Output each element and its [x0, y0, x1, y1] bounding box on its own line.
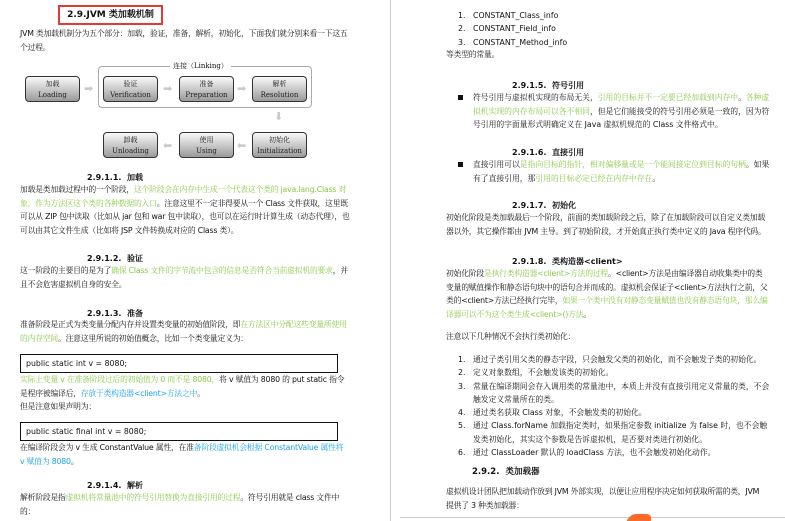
text-segment: 将 v 赋值为 8080 的 put static 指令是程序被编译后， [20, 375, 345, 398]
list-item-text: CONSTANT_Field_info [473, 24, 556, 34]
paragraph-preparation-note [20, 373, 350, 400]
text-segment: 。 [583, 309, 591, 319]
heading-text: 验证 [127, 254, 143, 263]
paragraph-verification [20, 264, 350, 291]
heading-text: 初始化 [552, 201, 576, 210]
text-segment: 。如果有了直接引用，那 [473, 160, 770, 183]
arrow-right-icon: ➡ [84, 82, 94, 95]
list-item: 4. 通过类名获取 Class 对象，不会触发类的初始化。 [458, 408, 647, 418]
text-segment: 。 [738, 93, 746, 102]
list-item-text: 通过子类引用父类的静态字段，只会触发父类的初始化，而不会触发子类的初始化。 [473, 355, 762, 364]
text-segment: 。 [70, 456, 79, 466]
stage-en: Initialization [257, 147, 302, 155]
list-item: 3. 常量在编译期间会存入调用类的常量池中，本质上并没有直接引用定义常量的类，不会触发定义常量所在的类。 [458, 381, 770, 404]
list-item: 3. CONSTANT_Method_info [458, 37, 568, 47]
orange-decoration [627, 514, 654, 521]
list-item: 1. 通过子类引用父类的静态字段，只会触发父类的初始化，而不会触发子类的初始化。 [458, 355, 762, 364]
list-item-text: 通过 Class.forName 加载指定类时，如果指定参数 initialize 为 false 时，也不会触发类初始化，其实这个参数是告诉虚拟机，是否要对类进行初始化。 [473, 421, 768, 444]
stage-en: Unloading [112, 147, 149, 155]
heading-number: 2.9.1.7. [512, 201, 547, 210]
text-segment: 初始化阶段是类加载最后一个阶段，前面的类加载阶段之后，除了在加载阶段可以自定义类加载器以外，其它操作都由 JVM 主导。到了初始阶段，才开始真正执行类中定义的 Java 程序代码。 [446, 213, 766, 236]
stage-cn: 解析 [272, 80, 287, 88]
highlighted-text: 实际上变量 v 在准备阶段过后的初始值为 0 而不是 8080， [20, 375, 220, 384]
list-item: 6. 通过 ClassLoader 默认的 loadClass 方法，也不会触发初始化动作。 [458, 448, 716, 458]
stage-en: Preparation [185, 91, 228, 99]
heading-initialization [512, 200, 576, 211]
list-item: 2. CONSTANT_Field_info [458, 24, 556, 34]
text-segment: 。<client>方法是由编译器自动收集类中的类变量的赋值操作和静态语句块中的语句合并而成的。虚拟机会保证子<client>方法执行之前，父类的<client>方法已经执行完毕， [446, 269, 768, 305]
stage-cn: 准备 [199, 80, 214, 88]
paragraph-declare-note: 但是注意如果声明为： [20, 402, 96, 411]
code-block: public static final int v = 8080; [20, 422, 338, 441]
text-segment: 加载是类加载过程中的一个阶段， [20, 185, 134, 194]
stage-preparation [179, 76, 234, 102]
heading-text: 解析 [127, 481, 143, 490]
stage-en: Verification [110, 91, 151, 99]
page-divider [390, 0, 391, 521]
stage-cn: 验证 [123, 80, 138, 88]
heading-class-constructor [512, 256, 623, 267]
heading-number: 2.9.1.6. [512, 148, 547, 157]
heading-class-loader [472, 465, 539, 477]
text-segment: 准备阶段是正式为类变量分配内存并设置类变量的初始值阶段，即 [20, 320, 241, 329]
heading-text: 符号引用 [552, 81, 584, 90]
bullet-symbolic-ref [458, 91, 770, 132]
highlighted-text: 是指向目标的指针，相对偏移量或是一个能间接定位到目标的句柄 [519, 160, 746, 169]
stage-cn: 卸载 [123, 136, 138, 144]
list-item-text: 常量在编译期间会存入调用类的常量池中，本质上并没有直接引用定义常量的类，不会触发定义常量所在的类。 [473, 381, 770, 404]
bullet-text [473, 160, 769, 183]
heading-text: 准备 [127, 309, 143, 318]
paragraph-initialization [446, 211, 768, 238]
heading-number: 2.9.1.2. [87, 254, 122, 263]
constant-list [458, 9, 567, 49]
arrow-right-icon: ➡ [237, 82, 247, 95]
paragraph-class-constructor [446, 267, 768, 321]
paragraph-class-loader: 虚拟机设计团队把加载动作放到 JVM 外部实现，以便让应用程序决定如何获取所需的类，JVM 提供了 3 种类加载器： [446, 487, 760, 510]
stage-en: Loading [38, 91, 67, 99]
paragraph-preparation [20, 318, 350, 345]
heading-number: 2.9.1.4. [87, 481, 122, 490]
text-segment: 解析阶段是指 [20, 493, 66, 502]
highlighted-text: 引用的目标并不一定要已经加载到内存中 [597, 93, 739, 102]
stage-verification [103, 76, 158, 102]
heading-verification [87, 253, 143, 264]
stage-en: Using [196, 147, 217, 155]
text-segment: 初始化阶段 [446, 269, 484, 278]
text-segment: 。符号引用就是 class 文件中的： [20, 493, 340, 516]
text-segment: 。 [197, 388, 205, 398]
highlighted-text: 这个阶段会在内存中生成一个代表这个类的 java.lang.Class 对象，作为方法区这个类的各种数据的入口 [20, 185, 347, 208]
stage-loading [25, 76, 80, 102]
stage-cn: 加载 [45, 80, 60, 88]
stage-cn: 使用 [199, 136, 214, 144]
text-segment: ，并且不会危害虚拟机自身的安全。 [20, 266, 348, 289]
bullet-direct-ref [458, 158, 770, 185]
code-block: public static int v = 8080; [20, 354, 338, 373]
highlighted-text: 虚拟机将常量池中的符号引用替换为直接引用的过程 [65, 493, 241, 502]
list-item-text: CONSTANT_Class_info [473, 11, 559, 20]
heading-number: 2.9.1.1. [87, 173, 122, 182]
list-item-text: 定义对象数组，不会触发该类的初始化。 [473, 368, 614, 378]
list-item-text: 通过 ClassLoader 默认的 loadClass 方法，也不会触发初始化动作。 [473, 448, 716, 458]
heading-loading [87, 172, 143, 183]
text-segment: 符号引用与虚拟机实现的布局无关， [473, 93, 598, 102]
text-segment: 。注意这里所说的初始值概念，比如一个类变量定义为： [57, 333, 248, 343]
paragraph-constantvalue [20, 441, 350, 468]
stage-cn: 初始化 [269, 136, 290, 144]
stage-using [179, 132, 234, 158]
arrow-left-icon: ⬅ [237, 139, 247, 152]
list-item-text: CONSTANT_Method_info [473, 37, 568, 47]
paragraph-note: 注意以下几种情况不会执行类初始化： [446, 332, 576, 341]
intro-paragraph: JVM 类加载机制分为五个部分：加载，验证，准备，解析，初始化，下面我们就分别来看一下这五个过程。 [20, 29, 348, 52]
highlighted-text: 各种虚拟机实现的内存布局可以各不相同 [473, 93, 770, 116]
highlighted-text: 是执行类构造器<client>方法的过程 [483, 269, 609, 278]
constants-tail: 等类型的常量。 [446, 50, 500, 59]
heading-text: 类加载器 [505, 467, 540, 477]
heading-symbolic-ref [512, 80, 584, 91]
heading-text: 加载 [127, 173, 143, 182]
paragraph-loading [20, 183, 350, 237]
stage-en: Resolution [260, 91, 299, 99]
arrow-right-icon: ➡ [163, 82, 173, 95]
arrow-down-icon: ⬇ [274, 110, 284, 123]
text-segment: 。注意这里不一定非得要从一个 Class 文件获取，这里既可以从 ZIP 包中读取（比如从 jar 包和 war 包中读取），也可以在运行时计算生成（动态代理），也可以由其它文件生成（比如将 JSP 文件转换成对应的 Class 类）。 [20, 198, 350, 235]
list-item: 2. 定义对象数组，不会触发该类的初始化。 [458, 368, 614, 378]
highlighted-text: 如果一个类中没有对静态变量赋值也没有静态语句块，那么编译器可以不为这个类生成<client>()方法 [446, 296, 768, 319]
heading-text: 类构造器<client> [552, 257, 623, 266]
linking-label: 连接（Linking） [170, 61, 231, 71]
text-segment: 在编译阶段会为 v 生成 ConstantValue 属性，在准 [20, 443, 194, 452]
paragraph-resolution [20, 491, 350, 518]
stage-unloading [103, 132, 158, 158]
highlighted-text: 备阶段虚拟机会根据 ConstantValue 属性将 v 赋值为 8080 [20, 443, 344, 466]
heading-number: 2.9.2. [472, 467, 500, 477]
heading-direct-ref [512, 147, 584, 158]
text-segment: 。 [652, 173, 661, 183]
heading-number: 2.9.1.3. [87, 309, 122, 318]
list-item-text: 通过类名获取 Class 对象，不会触发类的初始化。 [473, 408, 647, 418]
list-item: 1. CONSTANT_Class_info [458, 11, 559, 20]
section-title: 2.9.JVM 类加载机制 [58, 5, 163, 25]
no-init-cases-list [458, 353, 770, 459]
heading-number: 2.9.1.8. [512, 257, 547, 266]
highlighted-text: 存放于类构造器<client>方法之中 [80, 388, 198, 398]
list-item: 5. 通过 Class.forName 加载指定类时，如果指定参数 initialize 为 false 时，也不会触发类初始化，其实这个参数是告诉虚拟机，是否要对类进行初始化。 [458, 421, 768, 444]
stage-initialization [252, 132, 307, 158]
highlighted-text: 在方法区中分配这些变量所使用的内存空间 [20, 320, 347, 343]
text-segment: 直接引用可以 [473, 160, 520, 169]
bullet-text [473, 93, 769, 129]
heading-text: 直接引用 [552, 148, 584, 157]
stage-resolution [252, 76, 307, 102]
highlighted-text: 引用的目标必定已经在内存中存在 [535, 173, 653, 183]
text-segment: 这一阶段的主要目的是为了 [20, 266, 112, 275]
highlighted-text: 确保 Class 文件的字节流中包含的信息是否符合当前虚拟机的要求 [111, 266, 333, 275]
heading-number: 2.9.1.5. [512, 81, 547, 90]
heading-resolution [87, 480, 143, 491]
page-bottom-edge [400, 517, 785, 518]
text-segment: ，但是它们能接受的符号引用必须是一致的，因为符号引用的字面量形式明确定义在 Java 虚拟机规范的 Class 文件格式中。 [473, 106, 770, 129]
bullet-square-icon [458, 162, 463, 167]
bullet-square-icon [458, 95, 463, 100]
arrow-left-icon: ⬅ [163, 139, 173, 152]
